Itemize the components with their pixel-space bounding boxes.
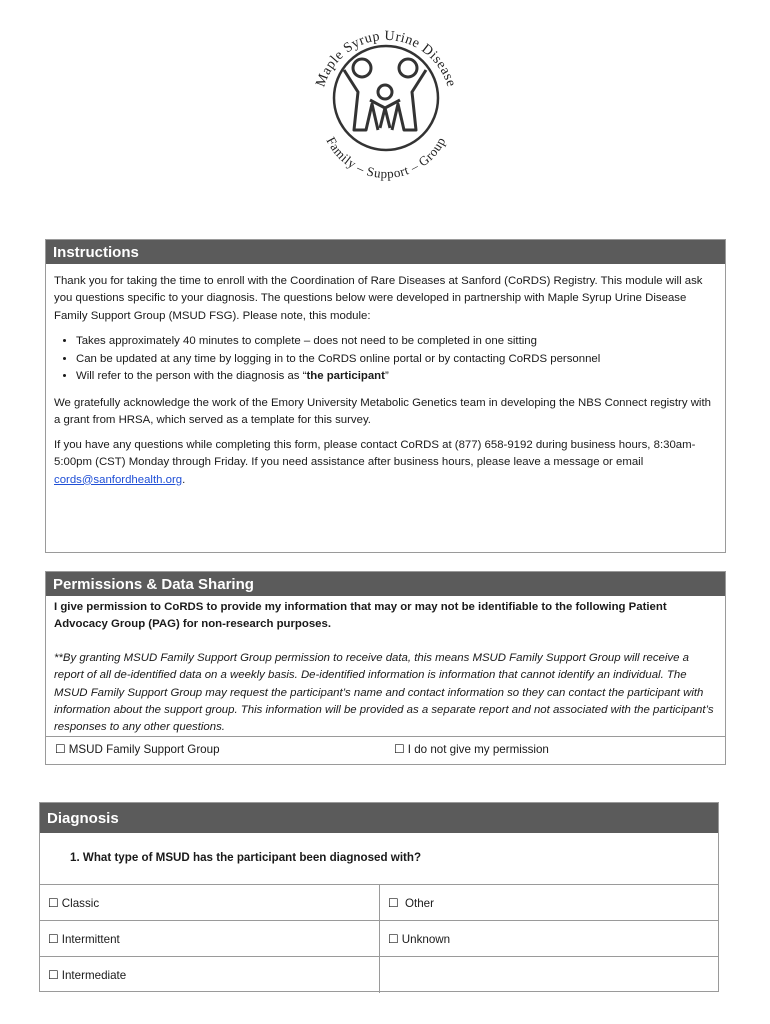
bullet-update: • Can be updated at any time by logging in to the CoRDS online portal or by contacting CoRDS personnel xyxy=(76,351,717,369)
bullet-participant: • Will refer to the person with the diagnosis as “the participant” xyxy=(76,368,717,386)
contact-text: If you have any questions while completing this form, please contact CoRDS at (877) 658-9192 during business hours, 8:30am-5:00pm (CST) Monday through Friday. If you need assistance after business hours, please leave a message or email cords@sanfordhealth.org. xyxy=(54,438,696,486)
contact-email-link[interactable]: cords@sanfordhealth.org xyxy=(54,473,183,486)
checkbox-icon[interactable]: ☐ xyxy=(48,932,59,946)
permission-option-msud[interactable]: ☐ MSUD Family Support Group xyxy=(55,742,220,756)
diagnosis-section xyxy=(39,802,719,992)
diagnosis-options-grid xyxy=(40,885,718,993)
permission-options xyxy=(46,736,725,764)
checkbox-icon[interactable]: ☐ xyxy=(55,742,66,756)
svg-text:Maple Syrup Urine Disease xyxy=(314,29,459,89)
acknowledgement-text: We gratefully acknowledge the work of the Emory University Metabolic Genetics team in developing the NBS Connect registry with a grant from HRSA, which served as a template for this survey. xyxy=(54,397,711,427)
instructions-bullets xyxy=(54,333,717,386)
permissions-title: Permissions & Data Sharing xyxy=(46,572,725,596)
permission-statement: I give permission to CoRDS to provide my information that may or may not be identifiable to the following Patient Advocacy Group (PAG) for non-research purposes. xyxy=(54,601,667,631)
permission-option-deny[interactable]: ☐ I do not give my permission xyxy=(394,742,549,756)
options-row xyxy=(40,921,718,957)
permission-note: **By granting MSUD Family Support Group permission to receive data, this means MSUD Family Support Group will receive a report of all de-identified data on a weekly basis. De-identified information is information that cannot identify an individual. The MSUD Family Support Group may request the participant’s name and contact information so they can contact the participant with information about the support group. This information will be provided as a separate report and not associated with the participant’s responses to any other questions. xyxy=(54,651,714,734)
checkbox-icon[interactable]: ☐ xyxy=(48,968,59,982)
options-row xyxy=(40,885,718,921)
option-classic[interactable]: ☐ Classic xyxy=(48,896,100,910)
options-row xyxy=(40,957,718,993)
diagnosis-question: 1. What type of MSUD has the participant been diagnosed with? xyxy=(40,833,718,885)
family-figures-icon xyxy=(344,59,426,130)
option-intermediate[interactable]: ☐ Intermediate xyxy=(48,968,127,982)
checkbox-icon[interactable]: ☐ xyxy=(388,932,399,946)
msud-fsg-logo xyxy=(300,12,470,182)
checkbox-icon[interactable]: ☐ xyxy=(48,896,59,910)
diagnosis-title: Diagnosis xyxy=(40,803,718,833)
svg-text:Family – Support – Group xyxy=(323,134,448,181)
permissions-section xyxy=(45,571,726,765)
option-other[interactable]: ☐ Other xyxy=(388,896,434,910)
instructions-section xyxy=(45,239,726,553)
participant-term: the participant xyxy=(306,370,385,383)
option-unknown[interactable]: ☐ Unknown xyxy=(388,932,451,946)
bullet-duration: • Takes approximately 40 minutes to complete – does not need to be completed in one sitting xyxy=(76,333,717,351)
logo-top-text: Maple Syrup Urine Disease xyxy=(313,28,459,89)
logo-bottom-text: Family – Support – Group xyxy=(323,134,449,182)
checkbox-icon[interactable]: ☐ xyxy=(394,742,405,756)
instructions-title: Instructions xyxy=(46,240,725,264)
option-intermittent[interactable]: ☐ Intermittent xyxy=(48,932,120,946)
instructions-intro: Thank you for taking the time to enroll with the Coordination of Rare Diseases at Sanford (CoRDS) Registry. This module will ask you questions specific to your diagnosis. The questions below were developed in partnership with Maple Syrup Urine Disease Family Support Group (MSUD FSG). Please note, this module: xyxy=(54,275,703,322)
checkbox-icon[interactable]: ☐ xyxy=(388,896,399,910)
